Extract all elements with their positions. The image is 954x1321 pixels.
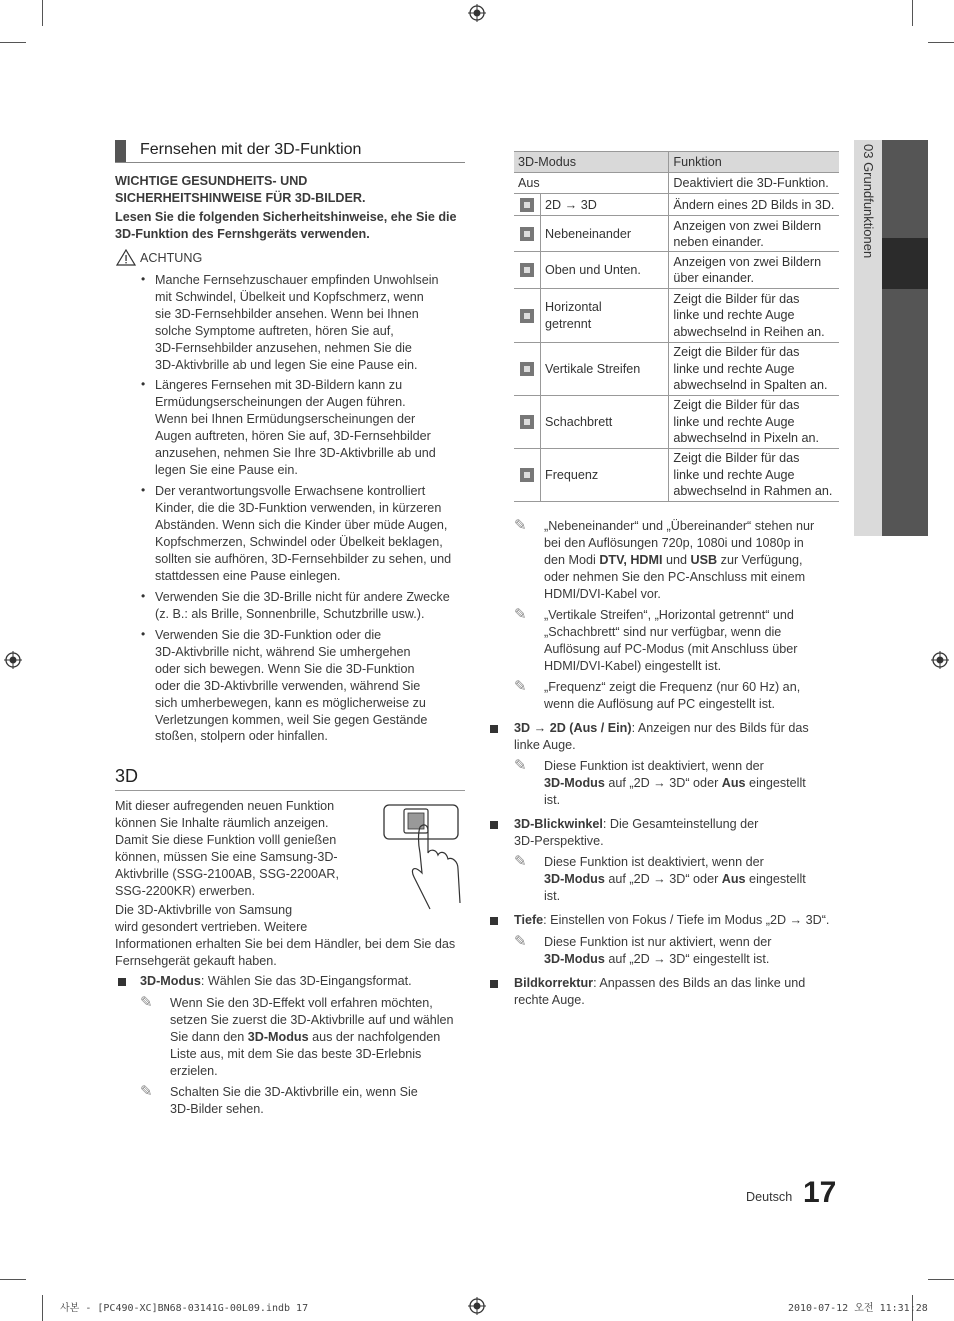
table-cell-function: Deaktiviert die 3D-Funktion. — [669, 173, 839, 194]
table-note: „Nebeneinander“ und „Übereinander“ stehen nur bei den Auflösungen 720p, 1080i und 1080p in den Modi DTV, HDMI und USB zur Verfügung, oder nehmen Sie den PC-Anschluss mit einem HDMI/DVI-Kabel vor. — [544, 519, 815, 601]
table-note: „Vertikale Streifen“, „Horizontal getrennt“ und „Schachbrett“ sind nur verfügbar, wenn die Auflösung auf PC-Modus (mit Anschluss über HDMI/DVI-Kabel) eingestellt ist. — [544, 608, 798, 673]
note-pencil-icon: ✎ — [514, 933, 527, 950]
registration-mark-icon — [931, 651, 949, 669]
line-by-line-icon — [520, 309, 534, 323]
registration-mark-icon — [4, 651, 22, 669]
setting-note: Diese Funktion ist deaktiviert, wenn der 3D-Modus auf „2D → 3D“ oder Aus eingestellt ist. — [544, 759, 806, 807]
table-note: „Frequenz“ zeigt die Frequenz (nur 60 Hz) an, wenn die Auflösung auf PC eingestellt ist. — [544, 680, 801, 711]
list-square-icon — [490, 917, 498, 925]
crop-mark — [0, 1279, 26, 1280]
mode-table — [514, 151, 839, 502]
chapter-label: 03 Grundfunktionen — [861, 144, 876, 259]
print-file-info: 사본 - [PC490-XC]BN68-03141G-00L09.indb 17 — [60, 1303, 309, 1314]
chapter-tab-marker — [882, 238, 928, 289]
mode-item: 3D-Modus: Wählen Sie das 3D-Eingangsformat. — [140, 974, 412, 988]
caution-bullet: Längeres Fernsehen mit 3D-Bildern kann zu Ermüdungserscheinungen der Augen führen. Wenn bei Ihnen Ermüdungserscheinungen der Augen auftreten, hören Sie auf, 3D-Fernsehbilder anzusehen, nehmen Sie Ihre 3D-Aktivbrille ab und legen Sie eine Pause ein. — [155, 378, 436, 477]
side-by-side-icon — [520, 227, 534, 241]
caution-bullet: Der verantwortungsvolle Erwachsene kontrolliert Kinder, die die 3D-Funktion verwenden, in kürzeren Abständen. Wenn sich die Kinder über müde Augen, Kopfschmerzen, Schwindel oder Übelkeit beklagen, sollten sie aufhören, 3D-Fernsehbilder zu sehen, und stattdessen eine Pause einlegen. — [155, 484, 452, 583]
table-cell-function: Zeigt die Bilder für das linke und rechte Auge abwechselnd in Spalten an. — [669, 343, 839, 396]
vertical-stripe-icon — [520, 362, 534, 376]
caution-bullet: Verwenden Sie die 3D-Funktion oder die 3D-Aktivbrille nicht, während Sie umhergehen oder sich bewegen. Wenn Sie die 3D-Funktion oder die 3D-Aktivbrille verwenden, während Sie sich umherbewegen, kann es möglicherweise zu Verletzungen kommen, weil Sie gegen Gestände stoßen, stolpern oder hinfallen. — [155, 628, 428, 744]
setting-note: Diese Funktion ist deaktiviert, wenn der 3D-Modus auf „2D → 3D“ oder Aus eingestellt ist. — [544, 855, 806, 903]
registration-mark-icon — [468, 1297, 486, 1315]
table-header: Funktion — [669, 152, 839, 173]
table-cell-mode: Schachbrett — [541, 396, 669, 449]
note-pencil-icon: ✎ — [514, 517, 527, 534]
note-pencil-icon: ✎ — [514, 853, 527, 870]
mode-note: Schalten Sie die 3D-Aktivbrille ein, wenn Sie 3D-Bilder sehen. — [170, 1085, 418, 1116]
table-cell-function: Anzeigen von zwei Bildern neben einander. — [669, 216, 839, 252]
print-date-info: 2010-07-12 오전 11:31:28 — [788, 1303, 928, 1314]
table-cell-function: Zeigt die Bilder für das linke und rechte Auge abwechselnd in Rahmen an. — [669, 449, 839, 502]
mode-2d-3d-icon — [520, 198, 534, 212]
crop-mark — [0, 42, 26, 43]
crop-mark — [912, 0, 913, 26]
warning-triangle-icon — [116, 249, 136, 266]
list-square-icon — [490, 725, 498, 733]
note-pencil-icon: ✎ — [140, 994, 153, 1011]
footer-language: Deutsch — [746, 1190, 793, 1204]
frequency-icon — [520, 468, 534, 482]
setting-item: Tiefe: Einstellen von Fokus / Tiefe im Modus „2D → 3D“. — [514, 913, 830, 927]
crop-mark — [42, 0, 43, 26]
list-square-icon — [490, 980, 498, 988]
intro-text: Lesen Sie die folgenden Sicherheitshinweise, ehe Sie die 3D-Funktion des Fernshgeräts verwenden. — [115, 210, 457, 241]
table-cell-function: Zeigt die Bilder für das linke und rechte Auge abwechselnd in Pixeln an. — [669, 396, 839, 449]
setting-note: Diese Funktion ist nur aktiviert, wenn der 3D-Modus auf „2D → 3D“ eingestellt ist. — [544, 935, 772, 966]
remote-button-hand-icon — [382, 803, 464, 911]
note-pencil-icon: ✎ — [514, 606, 527, 623]
note-pencil-icon: ✎ — [514, 757, 527, 774]
top-bottom-icon — [520, 263, 534, 277]
caution-label: ACHTUNG — [140, 251, 203, 265]
table-cell-mode: Frequenz — [541, 449, 669, 502]
sub-intro: Mit dieser aufregenden neuen Funktion können Sie Inhalte räumlich anzeigen. Damit Sie diese Funktion volll genießen können, müssen Sie eine Samsung-3D- Aktivbrille (SSG-2100AB, SSG-2200AR, SSG-2200KR) erwerben. — [115, 799, 339, 898]
mode-note: Wenn Sie den 3D-Effekt voll erfahren möchten, setzen Sie zuerst die 3D-Aktivbrille auf und wählen Sie dann den 3D-Modus aus der nachfolgenden Liste aus, mit dem Sie das beste 3D-Erlebnis erzielen. — [170, 996, 454, 1078]
crop-mark — [928, 1279, 954, 1280]
warning-heading: WICHTIGE GESUNDHEITS- UND SICHERHEITSHINWEISE FÜR 3D-BILDER. — [115, 174, 366, 205]
table-cell-function: Ändern eines 2D Bilds in 3D. — [669, 194, 839, 216]
sub-intro-continued: Die 3D-Aktivbrille von Samsung wird gesondert vertrieben. Weitere Informationen erhalten Sie bei dem Händler, bei dem Sie das Fernsehgerät gekauft haben. — [115, 903, 456, 968]
setting-item: 3D → 2D (Aus / Ein): Anzeigen nur des Bilds für das linke Auge. — [514, 721, 809, 752]
section-heading: Fernsehen mit der 3D-Funktion — [115, 140, 465, 163]
list-square-icon — [490, 821, 498, 829]
setting-item: Bildkorrektur: Anpassen des Bilds an das linke und rechte Auge. — [514, 976, 806, 1007]
note-pencil-icon: ✎ — [514, 678, 527, 695]
table-cell-function: Anzeigen von zwei Bildern über einander. — [669, 252, 839, 289]
table-header: 3D-Modus — [514, 152, 669, 173]
page-number: 17 — [803, 1176, 837, 1209]
table-cell-mode: Horizontal getrennt — [541, 289, 669, 343]
crop-mark — [42, 1295, 43, 1321]
subsection-heading: 3D — [115, 766, 465, 791]
setting-item: 3D-Blickwinkel: Die Gesamteinstellung der 3D-Perspektive. — [514, 817, 759, 848]
table-cell-mode: 2D → 3D — [541, 194, 669, 216]
checker-board-icon — [520, 415, 534, 429]
list-square-icon — [118, 978, 126, 986]
note-pencil-icon: ✎ — [140, 1083, 153, 1100]
table-cell-mode: Nebeneinander — [541, 216, 669, 252]
caution-bullet: Manche Fernsehzuschauer empfinden Unwohlsein mit Schwindel, Übelkeit und Kopfschmerz, wenn sie 3D-Fernsehbilder ansehen. Wenn bei Ihnen solche Symptome auftreten, hören Sie auf, 3D-Fernsehbilder anzusehen, nehmen Sie die 3D-Aktivbrille ab und legen Sie eine Pause ein. — [155, 273, 439, 372]
chapter-tab-bar — [882, 140, 928, 536]
table-cell-function: Zeigt die Bilder für das linke und rechte Auge abwechselnd in Reihen an. — [669, 289, 839, 343]
table-cell-mode: Aus — [514, 173, 669, 194]
table-cell-mode: Vertikale Streifen — [541, 343, 669, 396]
table-cell-mode: Oben und Unten. — [541, 252, 669, 289]
crop-mark — [928, 42, 954, 43]
caution-bullet: Verwenden Sie die 3D-Brille nicht für andere Zwecke (z. B.: als Brille, Sonnenbrille, Schutzbrille usw.). — [155, 590, 450, 621]
registration-mark-icon — [468, 4, 486, 22]
